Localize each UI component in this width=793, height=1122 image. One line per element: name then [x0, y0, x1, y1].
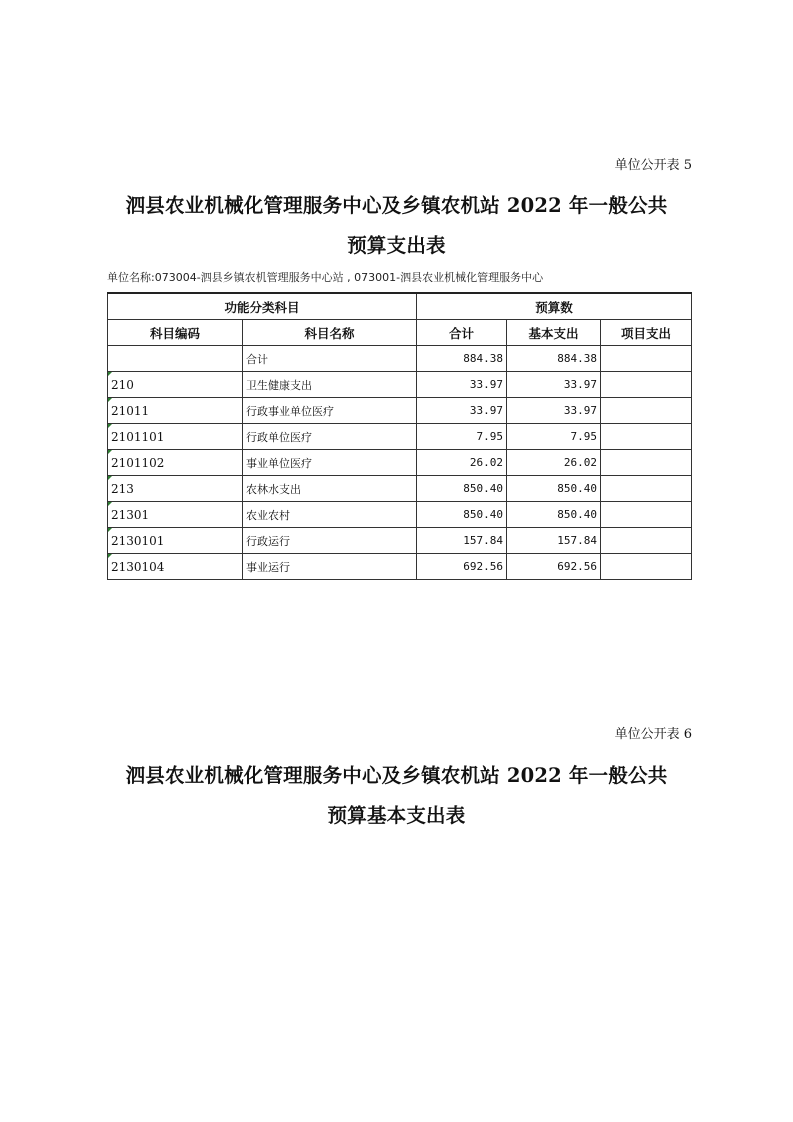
- cell-marker-icon: [108, 398, 112, 402]
- total-cell-text: 157.84: [463, 534, 504, 547]
- basic-expenditure-cell: [507, 528, 601, 554]
- subject-name-cell-text: 农业农村: [246, 508, 290, 522]
- table-row: [108, 424, 692, 450]
- project-expenditure-cell: [601, 554, 692, 580]
- basic-expenditure-cell-text: 850.40: [557, 508, 598, 521]
- subject-code-cell: [108, 424, 243, 450]
- basic-expenditure-cell: [507, 424, 601, 450]
- basic-expenditure-cell-text: 33.97: [563, 378, 598, 391]
- table6-title-line2: 预算基本支出表: [327, 804, 466, 827]
- total-cell-text: 884.38: [463, 352, 504, 365]
- basic-expenditure-cell: [507, 398, 601, 424]
- table-row: [108, 528, 692, 554]
- subject-name-cell-text: 卫生健康支出: [246, 378, 312, 392]
- basic-expenditure-cell-text: 26.02: [563, 456, 598, 469]
- table-row: [108, 372, 692, 398]
- subject-code-cell: [108, 372, 243, 398]
- table-row: [108, 554, 692, 580]
- subject-code-cell: [108, 398, 243, 424]
- subject-name-cell: [243, 450, 417, 476]
- project-expenditure-cell: [601, 398, 692, 424]
- total-cell-text: 850.40: [463, 482, 504, 495]
- total-cell: [417, 476, 507, 502]
- subject-name-cell-text: 行政单位医疗: [246, 430, 312, 444]
- header-total: 合计: [417, 320, 507, 346]
- basic-expenditure-cell: [507, 450, 601, 476]
- table5-label: 单位公开表 5: [614, 158, 692, 173]
- subject-name-cell: [243, 528, 417, 554]
- subject-name-cell: [243, 502, 417, 528]
- subject-code-cell: [108, 450, 243, 476]
- total-cell-text: 33.97: [469, 404, 504, 417]
- total-cell-text: 692.56: [463, 560, 504, 573]
- basic-expenditure-cell-text: 33.97: [563, 404, 598, 417]
- project-expenditure-cell: [601, 502, 692, 528]
- table5-title-line2: 预算支出表: [347, 234, 446, 257]
- total-cell: [417, 450, 507, 476]
- subject-name-cell: [243, 424, 417, 450]
- header-project-expenditure: 项目支出: [601, 320, 692, 346]
- basic-expenditure-cell: [507, 372, 601, 398]
- basic-expenditure-cell: [507, 554, 601, 580]
- project-expenditure-cell: [601, 424, 692, 450]
- subject-code-cell: [108, 346, 243, 372]
- subject-code-cell-text: 21011: [111, 403, 150, 418]
- total-cell: [417, 554, 507, 580]
- cell-marker-icon: [108, 424, 112, 428]
- subject-code-cell-text: 21301: [111, 507, 150, 522]
- subject-code-cell-text: 2101101: [111, 429, 165, 444]
- table5-title-line1: 泗县农业机械化管理服务中心及乡镇农机站 2022 年一般公共: [125, 194, 668, 217]
- table-row: [108, 398, 692, 424]
- table-header-row: [108, 320, 692, 346]
- basic-expenditure-cell: [507, 502, 601, 528]
- header-subject-code: 科目编码: [108, 320, 243, 346]
- project-expenditure-cell: [601, 372, 692, 398]
- subject-name-cell: [243, 372, 417, 398]
- total-cell: [417, 398, 507, 424]
- header-subject-name: 科目名称: [243, 320, 417, 346]
- table6-title-line1: 泗县农业机械化管理服务中心及乡镇农机站 2022 年一般公共: [125, 764, 668, 787]
- subject-code-cell-text: 2130101: [111, 533, 165, 548]
- cell-marker-icon: [108, 554, 112, 558]
- basic-expenditure-cell-text: 157.84: [557, 534, 598, 547]
- subject-name-cell: [243, 554, 417, 580]
- budget-expenditure-table: [107, 292, 692, 580]
- subject-name-cell-text: 农林水支出: [246, 482, 301, 496]
- subject-name-cell-text: 合计: [246, 352, 268, 366]
- project-expenditure-cell: [601, 476, 692, 502]
- total-cell: [417, 424, 507, 450]
- subject-code-cell: [108, 528, 243, 554]
- table-row: [108, 476, 692, 502]
- subject-code-cell-text: 2101102: [111, 455, 165, 470]
- table6-label: 单位公开表 6: [614, 727, 692, 742]
- subject-code-cell-text: 213: [111, 481, 134, 496]
- subject-code-cell-text: 210: [111, 377, 134, 392]
- project-expenditure-cell: [601, 346, 692, 372]
- subject-code-cell: [108, 502, 243, 528]
- project-expenditure-cell: [601, 528, 692, 554]
- basic-expenditure-cell: [507, 476, 601, 502]
- cell-marker-icon: [108, 476, 112, 480]
- total-cell-text: 33.97: [469, 378, 504, 391]
- project-expenditure-cell: [601, 450, 692, 476]
- total-cell: [417, 502, 507, 528]
- subject-code-cell-text: 2130104: [111, 559, 165, 574]
- subject-name-cell-text: 行政运行: [246, 534, 290, 548]
- table-row: [108, 450, 692, 476]
- table-row: [108, 502, 692, 528]
- total-cell: [417, 528, 507, 554]
- total-cell-text: 7.95: [476, 430, 504, 443]
- subject-name-cell-text: 事业单位医疗: [246, 456, 312, 470]
- table-row: [108, 346, 692, 372]
- subject-name-cell: [243, 398, 417, 424]
- basic-expenditure-cell-text: 884.38: [557, 352, 598, 365]
- basic-expenditure-cell-text: 7.95: [570, 430, 598, 443]
- subject-name-cell-text: 行政事业单位医疗: [246, 404, 334, 418]
- subject-code-cell: [108, 554, 243, 580]
- subject-name-cell: [243, 476, 417, 502]
- basic-expenditure-cell-text: 850.40: [557, 482, 598, 495]
- header-budget-amount: 预算数: [417, 293, 692, 320]
- cell-marker-icon: [108, 372, 112, 376]
- basic-expenditure-cell-text: 692.56: [557, 560, 598, 573]
- header-function-category: 功能分类科目: [108, 293, 417, 320]
- basic-expenditure-cell: [507, 346, 601, 372]
- cell-marker-icon: [108, 528, 112, 532]
- table-header-group-row: [108, 293, 692, 320]
- cell-marker-icon: [108, 502, 112, 506]
- total-cell: [417, 372, 507, 398]
- unit-name-line: 单位名称:073004-泗县乡镇农机管理服务中心站 , 073001-泗县农业机械化管理服务中心: [107, 271, 544, 284]
- subject-code-cell: [108, 476, 243, 502]
- total-cell-text: 850.40: [463, 508, 504, 521]
- total-cell-text: 26.02: [469, 456, 504, 469]
- total-cell: [417, 346, 507, 372]
- cell-marker-icon: [108, 450, 112, 454]
- subject-name-cell: [243, 346, 417, 372]
- header-basic-expenditure: 基本支出: [507, 320, 601, 346]
- subject-name-cell-text: 事业运行: [246, 560, 290, 574]
